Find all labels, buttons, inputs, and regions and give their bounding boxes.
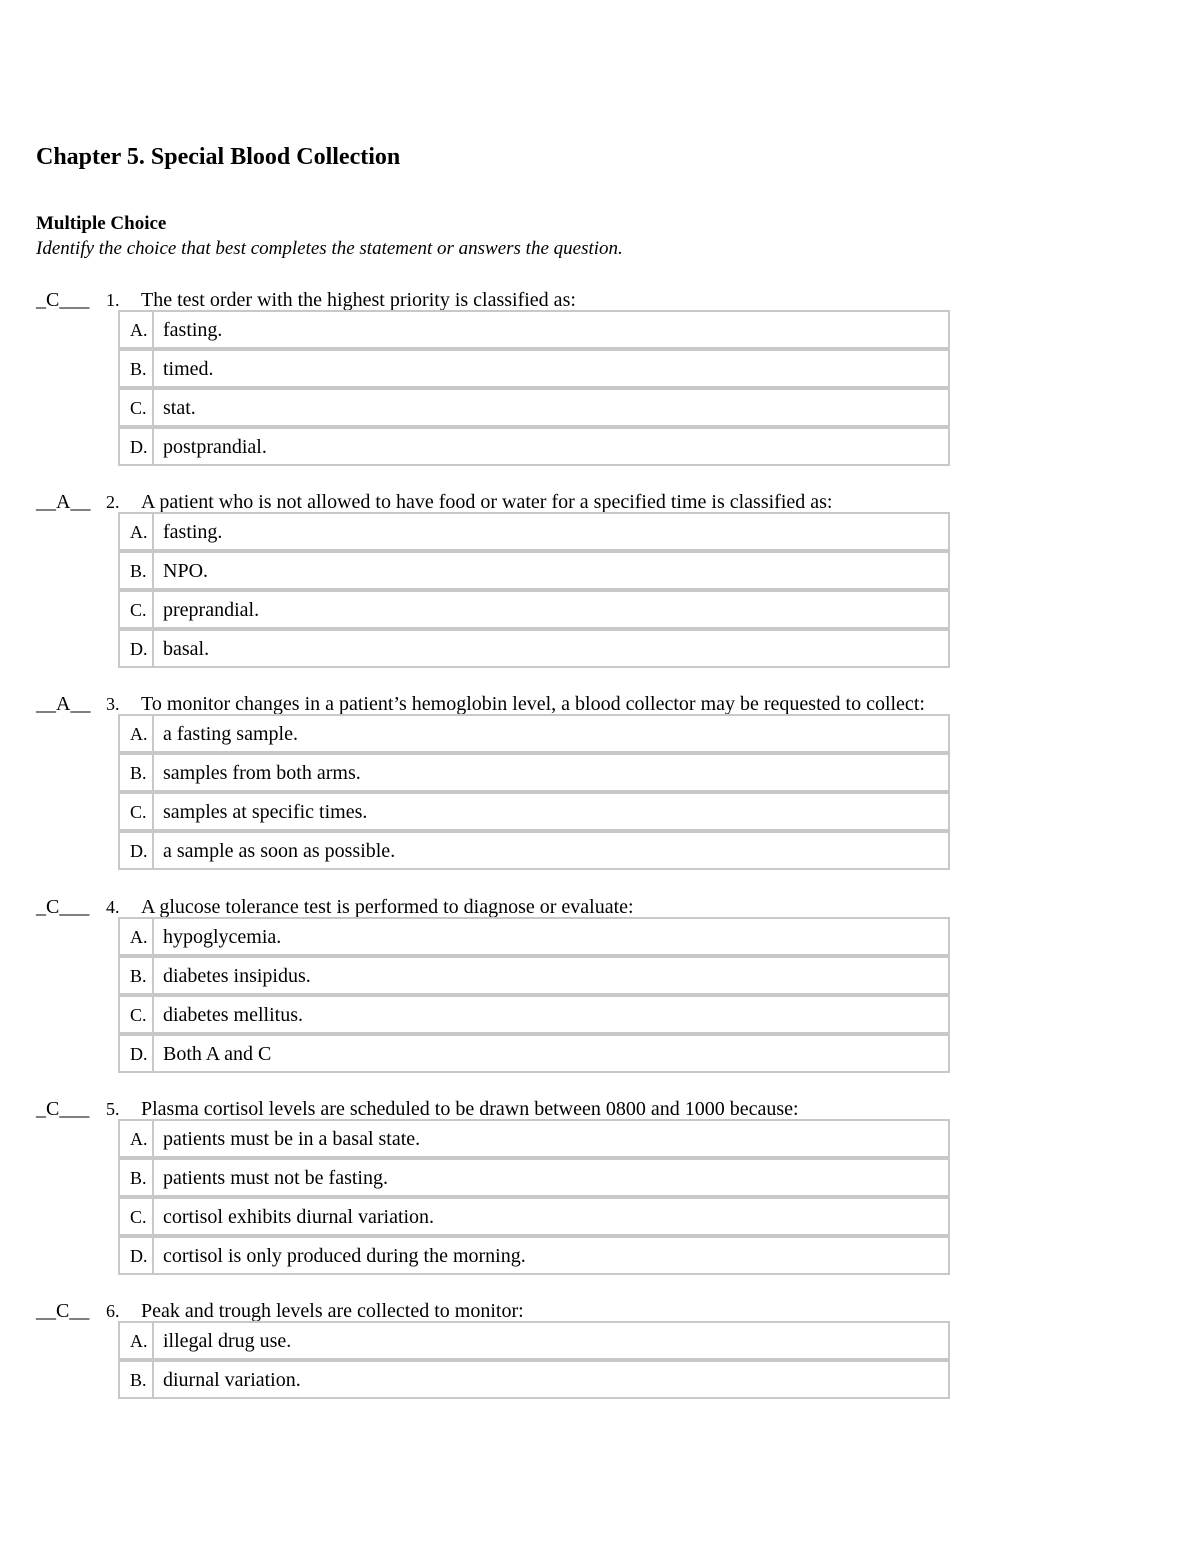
- answer-blank: __C__: [36, 1300, 90, 1322]
- choice-text: cortisol is only produced during the morning.: [152, 1236, 950, 1275]
- answer-blank: _C___: [36, 289, 90, 311]
- choice-row-a: [118, 310, 950, 349]
- choice-row-c: [118, 1197, 950, 1236]
- question-number: 3.: [106, 694, 120, 714]
- choice-text: NPO.: [152, 551, 950, 590]
- question-1: [0, 287, 1200, 458]
- question-number: 1.: [106, 290, 120, 310]
- question-stem: A patient who is not allowed to have food or water for a specified time is classified as:: [141, 491, 833, 513]
- choice-row-b: [118, 753, 950, 792]
- choice-text: cortisol exhibits diurnal variation.: [152, 1197, 950, 1236]
- choice-row-b: [118, 1158, 950, 1197]
- choice-row-d: [118, 1034, 950, 1073]
- choice-letter: B.: [118, 1360, 152, 1399]
- choice-letter: A.: [118, 714, 152, 753]
- choice-text: diabetes mellitus.: [152, 995, 950, 1034]
- choice-letter: D.: [118, 629, 152, 668]
- question-stem: To monitor changes in a patient’s hemoglobin level, a blood collector may be requested to collect:: [141, 693, 925, 715]
- question-stem: The test order with the highest priority is classified as:: [141, 289, 576, 311]
- choice-text: diurnal variation.: [152, 1360, 950, 1399]
- question-4: [0, 894, 1200, 1065]
- choice-row-c: [118, 995, 950, 1034]
- choice-letter: B.: [118, 349, 152, 388]
- question-stem: Peak and trough levels are collected to monitor:: [141, 1300, 524, 1322]
- choice-letter: C.: [118, 1197, 152, 1236]
- choice-row-a: [118, 714, 950, 753]
- answer-blank: __A__: [36, 693, 91, 715]
- choice-row-a: [118, 917, 950, 956]
- choice-letter: C.: [118, 995, 152, 1034]
- choice-row-c: [118, 590, 950, 629]
- choice-row-b: [118, 956, 950, 995]
- section-title: Multiple Choice: [36, 213, 167, 234]
- choice-row-b: [118, 551, 950, 590]
- choice-letter: C.: [118, 792, 152, 831]
- choice-text: diabetes insipidus.: [152, 956, 950, 995]
- choice-letter: D.: [118, 831, 152, 870]
- choice-text: fasting.: [152, 512, 950, 551]
- question-number: 2.: [106, 492, 120, 512]
- choice-letter: C.: [118, 590, 152, 629]
- choice-text: postprandial.: [152, 427, 950, 466]
- choice-letter: A.: [118, 1321, 152, 1360]
- choice-text: patients must not be fasting.: [152, 1158, 950, 1197]
- choice-text: stat.: [152, 388, 950, 427]
- choice-letter: A.: [118, 1119, 152, 1158]
- instructions: Identify the choice that best completes the statement or answers the question.: [36, 238, 623, 259]
- choice-letter: C.: [118, 388, 152, 427]
- choice-row-a: [118, 1119, 950, 1158]
- choice-text: samples at specific times.: [152, 792, 950, 831]
- choice-text: patients must be in a basal state.: [152, 1119, 950, 1158]
- choice-text: a fasting sample.: [152, 714, 950, 753]
- choice-row-a: [118, 1321, 950, 1360]
- choice-letter: A.: [118, 917, 152, 956]
- question-number: 4.: [106, 897, 120, 917]
- choice-table: [118, 310, 950, 466]
- question-number: 6.: [106, 1301, 120, 1321]
- choice-text: fasting.: [152, 310, 950, 349]
- choice-row-c: [118, 792, 950, 831]
- choice-row-b: [118, 1360, 950, 1399]
- choice-letter: D.: [118, 1236, 152, 1275]
- choice-row-d: [118, 831, 950, 870]
- choice-table: [118, 917, 950, 1073]
- choice-row-d: [118, 1236, 950, 1275]
- choice-letter: B.: [118, 1158, 152, 1197]
- question-2: [0, 489, 1200, 660]
- choice-row-a: [118, 512, 950, 551]
- choice-text: illegal drug use.: [152, 1321, 950, 1360]
- choice-text: basal.: [152, 629, 950, 668]
- choice-letter: A.: [118, 310, 152, 349]
- answer-blank: _C___: [36, 896, 90, 918]
- choice-table: [118, 1119, 950, 1275]
- choice-text: hypoglycemia.: [152, 917, 950, 956]
- question-stem: A glucose tolerance test is performed to diagnose or evaluate:: [141, 896, 634, 918]
- choice-text: preprandial.: [152, 590, 950, 629]
- question-6: [0, 1298, 1200, 1391]
- choice-table: [118, 512, 950, 668]
- choice-row-d: [118, 427, 950, 466]
- question-stem: Plasma cortisol levels are scheduled to be drawn between 0800 and 1000 because:: [141, 1098, 799, 1120]
- choice-row-b: [118, 349, 950, 388]
- choice-letter: B.: [118, 753, 152, 792]
- chapter-title: Chapter 5. Special Blood Collection: [36, 144, 401, 170]
- choice-table: [118, 1321, 950, 1399]
- choice-text: a sample as soon as possible.: [152, 831, 950, 870]
- question-5: [0, 1096, 1200, 1267]
- choice-text: samples from both arms.: [152, 753, 950, 792]
- choice-letter: D.: [118, 427, 152, 466]
- question-3: [0, 691, 1200, 862]
- choice-row-c: [118, 388, 950, 427]
- choice-letter: A.: [118, 512, 152, 551]
- choice-letter: B.: [118, 956, 152, 995]
- answer-blank: _C___: [36, 1098, 90, 1120]
- choice-letter: B.: [118, 551, 152, 590]
- question-number: 5.: [106, 1099, 120, 1119]
- answer-blank: __A__: [36, 491, 91, 513]
- choice-table: [118, 714, 950, 870]
- choice-text: Both A and C: [152, 1034, 950, 1073]
- choice-letter: D.: [118, 1034, 152, 1073]
- choice-row-d: [118, 629, 950, 668]
- choice-text: timed.: [152, 349, 950, 388]
